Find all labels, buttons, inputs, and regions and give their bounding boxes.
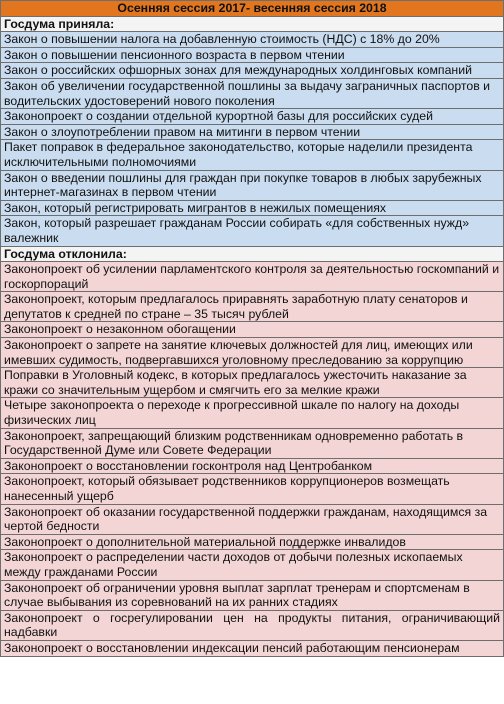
table-row [1, 78, 504, 108]
table-row [1, 140, 504, 170]
table-row [1, 610, 504, 640]
table-row [1, 474, 504, 504]
table-row [1, 368, 504, 398]
rejected-item: Законопроект о госрегулировании цен на продукты питания, ограничивающий надбавки [1, 610, 504, 640]
rejected-item: Законопроект о дополнительной материальной поддержке инвалидов [1, 534, 504, 550]
table-row [1, 550, 504, 580]
accepted-item: Законопроект о создании отдельной курортной базы для российских судей [1, 109, 504, 125]
table-row [1, 322, 504, 338]
accepted-item: Закон об увеличении государственной пошлины за выдачу заграничных паспортов и водительских удостоверений нового поколения [1, 78, 504, 108]
rejected-item: Законопроект об оказании государственной поддержки гражданам, находящимся за чертой бедности [1, 504, 504, 534]
accepted-item: Закон о злоупотреблении правом на митинги в первом чтении [1, 124, 504, 140]
table-row [1, 428, 504, 458]
accepted-item: Закон о повышении пенсионного возраста в первом чтении [1, 47, 504, 63]
rejected-item: Четыре законопроекта о переходе к прогрессивной шкале по налогу на доходы физических лиц [1, 398, 504, 428]
table-row [1, 580, 504, 610]
table-row [1, 338, 504, 368]
table-row [1, 63, 504, 79]
table-row [1, 534, 504, 550]
accepted-item: Пакет поправок в федеральное законодательство, которые наделили президента исключительными полномочиями [1, 140, 504, 170]
rejected-item: Законопроект о незаконном обогащении [1, 322, 504, 338]
table-row [1, 170, 504, 200]
rejected-item: Законопроект, которым предлагалось приравнять заработную плату сенаторов и депутатов к средней по стране – 35 тысяч рублей [1, 292, 504, 322]
table-row [1, 32, 504, 48]
rejected-heading-row [1, 246, 504, 262]
rejected-heading: Госдума отклонила: [1, 246, 504, 262]
table-row [1, 292, 504, 322]
rejected-item: Законопроект об ограничении уровня выплат зарплат тренерам и спортсменам в случае выбывания из соревнований на их ранних стадиях [1, 580, 504, 610]
accepted-item: Закон о российских офшорных зонах для международных холдинговых компаний [1, 63, 504, 79]
table-row [1, 504, 504, 534]
accepted-item: Закон, который регистрировать мигрантов в нежилых помещениях [1, 200, 504, 216]
accepted-item: Закон, который разрешает гражданам России собирать «для собственных нужд» валежник [1, 216, 504, 246]
rejected-item: Законопроект об усилении парламентского контроля за деятельностью госкомпаний и госкорпораций [1, 262, 504, 292]
rejected-item: Законопроект, который обязывает родственников коррупционеров возмещать нанесенный ущерб [1, 474, 504, 504]
accepted-heading: Госдума приняла: [1, 16, 504, 32]
rejected-item: Законопроект о распределении части доходов от добычи полезных ископаемых между гражданами России [1, 550, 504, 580]
accepted-item: Закон о введении пошлины для граждан при покупке товаров в любых зарубежных интернет-магазинах в первом чтении [1, 170, 504, 200]
rejected-item: Поправки в Уголовный кодекс, в которых предлагалось ужесточить наказание за кражи со значительным ущербом и смягчить его за мелкие кражи [1, 368, 504, 398]
table-title: Осенняя сессия 2017- весенняя сессия 2018 [1, 1, 504, 17]
table-row [1, 216, 504, 246]
accepted-item: Закон о повышении налога на добавленную стоимость (НДС) с 18% до 20% [1, 32, 504, 48]
table-row [1, 398, 504, 428]
table-row [1, 109, 504, 125]
rejected-item: Законопроект о восстановлении индексации пенсий работающим пенсионерам [1, 640, 504, 656]
table-row [1, 640, 504, 656]
accepted-heading-row [1, 16, 504, 32]
rejected-item: Законопроект о восстановлении госконтроля над Центробанком [1, 458, 504, 474]
rejected-item: Законопроект о запрете на занятие ключевых должностей для лиц, имеющих или имевших судимость, подвергавшихся уголовному преследованию за коррупцию [1, 338, 504, 368]
table-row [1, 262, 504, 292]
table-row [1, 200, 504, 216]
table-row [1, 458, 504, 474]
table-row [1, 47, 504, 63]
rejected-item: Законопроект, запрещающий близким родственникам одновременно работать в Государственной Думе или Совете Федерации [1, 428, 504, 458]
table-row [1, 124, 504, 140]
title-row [1, 1, 504, 17]
